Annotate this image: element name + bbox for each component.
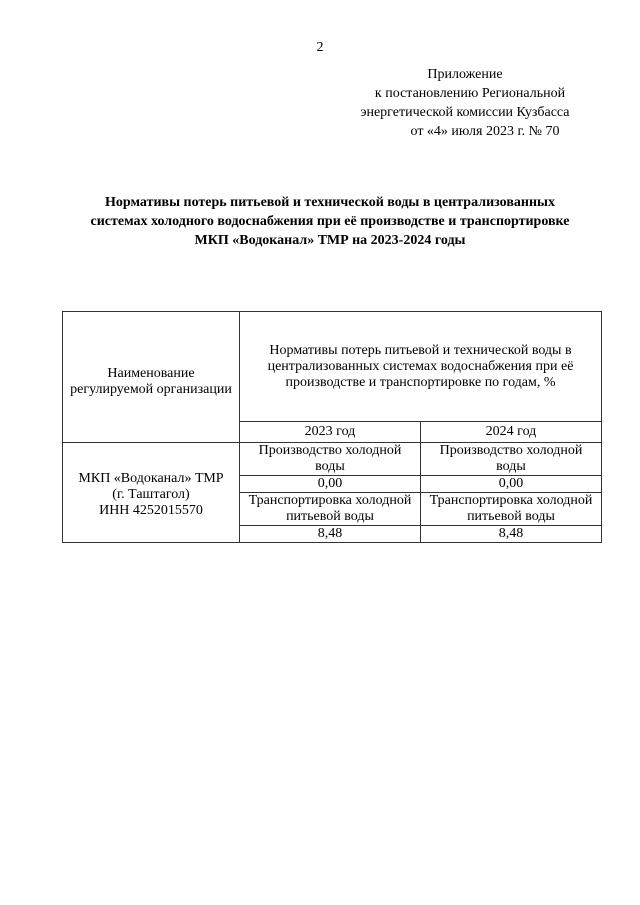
page-number: 2 (316, 40, 324, 55)
organization-city: (г. Таштагол) (112, 487, 190, 502)
organization-name: МКП «Водоканал» ТМР (78, 471, 224, 486)
title-line-3: МКП «Водоканал» ТМР на 2023-2024 годы (194, 233, 466, 248)
header-organization: Наименование регулируемой организации (63, 312, 240, 443)
transport-value-2023: 8,48 (240, 526, 421, 543)
norms-table (62, 311, 602, 543)
header-year-2024: 2024 год (420, 422, 601, 443)
transport-label-2024: Транспортировка холодной питьевой воды (420, 493, 601, 526)
appendix-block (330, 65, 600, 141)
transport-value-2024: 8,48 (420, 526, 601, 543)
header-norms: Нормативы потерь питьевой и технической воды в централизованных системах водоснабжения при её производстве и транспортировке по годам, % (240, 312, 602, 422)
organization-cell (63, 443, 240, 543)
header-year-2023: 2023 год (240, 422, 421, 443)
appendix-line-3: энергетической комиссии Кузбасса (360, 105, 570, 120)
document-title (40, 193, 620, 250)
table-row-production-label (63, 443, 602, 476)
production-value-2023: 0,00 (240, 476, 421, 493)
table-header-row (63, 312, 602, 422)
appendix-line-1: Приложение (427, 67, 503, 82)
appendix-line-4: от «4» июля 2023 г. № 70 (410, 124, 560, 139)
title-line-1: Нормативы потерь питьевой и технической воды в централизованных (105, 195, 555, 210)
production-value-2024: 0,00 (420, 476, 601, 493)
transport-label-2023: Транспортировка холодной питьевой воды (240, 493, 421, 526)
title-line-2: системах холодного водоснабжения при её производстве и транспортировке (90, 214, 570, 229)
organization-inn: ИНН 4252015570 (99, 503, 203, 518)
production-label-2024: Производство холодной воды (420, 443, 601, 476)
production-label-2023: Производство холодной воды (240, 443, 421, 476)
appendix-line-2: к постановлению Региональной (374, 86, 566, 101)
